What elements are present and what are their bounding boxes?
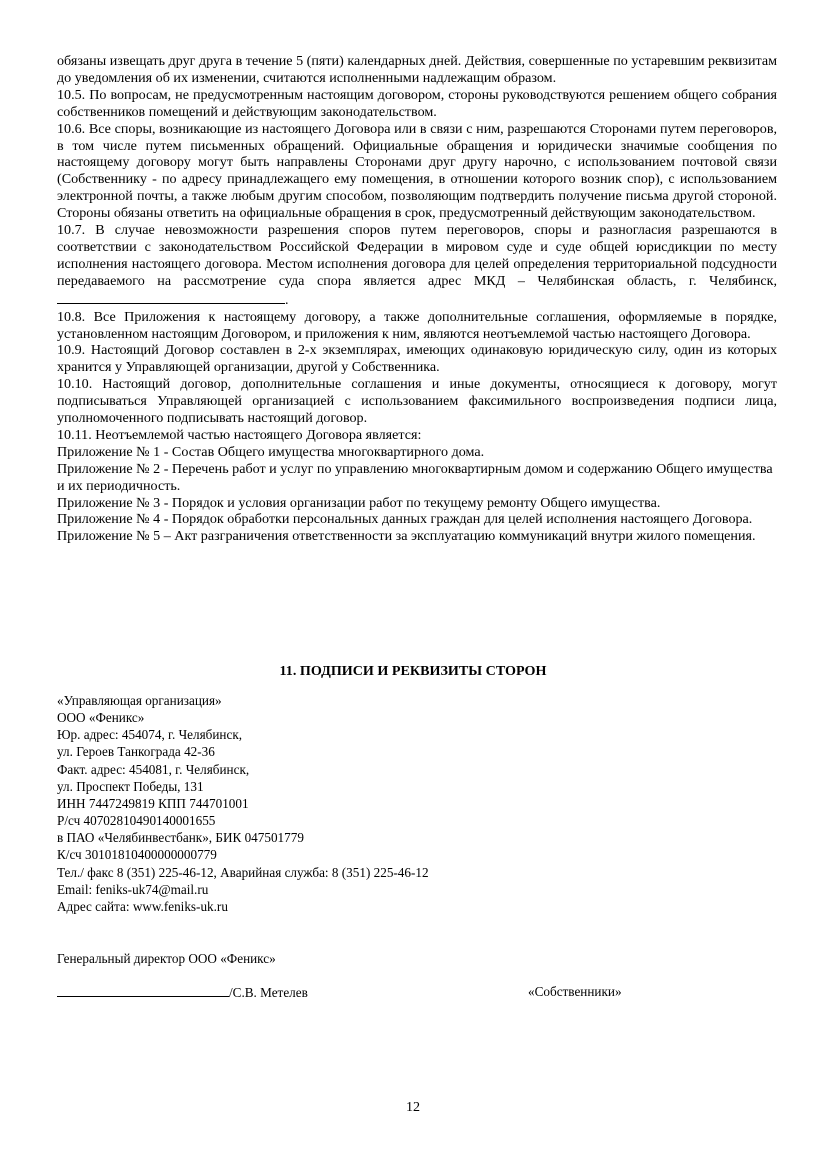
requisite-legal-address: Юр. адрес: 454074, г. Челябинск, — [57, 727, 243, 743]
director-name: /С.В. Метелев — [229, 985, 308, 1000]
director-title: Генеральный директор ООО «Феникс» — [57, 951, 276, 966]
requisite-correspondent-account: К/сч 30101810400000000779 — [57, 847, 217, 863]
appendix-4: Приложение № 4 - Порядок обработки персональных данных граждан для целей исполнения настоящего Договора. — [57, 511, 753, 528]
address-blank-line — [57, 290, 285, 304]
clause-10-7-end: . — [285, 291, 289, 308]
clause-10-11: 10.11. Неотъемлемой частью настоящего Договора является: — [57, 426, 422, 443]
requisite-company-name: ООО «Феникс» — [57, 710, 145, 726]
clause-10-4-tail: обязаны извещать друг друга в течение 5 (пяти) календарных дней. Действия, совершенные по устаревшим реквизитам до уведомления об их изменении, считаются исполненными надлежащим образом. — [57, 53, 777, 86]
requisite-legal-street: ул. Героев Танкограда 42-36 — [57, 744, 215, 760]
clause-10-6: 10.6. Все споры, возникающие из настоящего Договора или в связи с ним, разрешаются Сторонами путем переговоров, в том числе путем письменных обращений. Официальные обращения и юридически значимые сообщения по настоящему договору могут быть направлены Сторонами друг другу нарочно, с использованием почтовой связи (Собственнику - по адресу принадлежащего ему помещения, в отношении которого возник спор), с использованием электронной почты, а также любым другим способом, позволяющим подтвердить получение письма другой стороной. Стороны обязаны ответить на официальные обращения в срок, предусмотренный действующим законодательством. — [57, 120, 777, 222]
requisite-phone: Тел./ факс 8 (351) 225-46-12, Аварийная служба: 8 (351) 225-46-12 — [57, 864, 429, 880]
requisite-settlement-account: Р/сч 40702810490140001655 — [57, 813, 216, 829]
clause-10-8: 10.8. Все Приложения к настоящему договору, а также дополнительные соглашения, оформляемые в порядке, установленном настоящим Договором, и приложения к ним, являются неотъемлемой частью настоящего Договора. — [57, 308, 777, 342]
clause-10-10: 10.10. Настоящий договор, дополнительные соглашения и иные документы, относящиеся к договору, могут подписываться Управляющей организацией с использованием факсимильного воспроизведения подписи лица, уполномоченного подписывать настоящий договор. — [57, 376, 777, 427]
clause-10-5: 10.5. По вопросам, не предусмотренным настоящим договором, стороны руководствуются решением общего собрания собственников помещений и действующим законодательством. — [57, 86, 777, 120]
requisite-inn-kpp: ИНН 7447249819 КПП 744701001 — [57, 795, 249, 811]
contract-body — [57, 53, 777, 545]
requisite-role: «Управляющая организация» — [57, 693, 222, 708]
appendix-1: Приложение № 1 - Состав Общего имущества многоквартирного дома. — [57, 443, 485, 460]
director-signature — [57, 983, 308, 1001]
clause-10-9: 10.9. Настоящий Договор составлен в 2-х экземплярах, имеющих одинаковую юридическую силу, один из которых хранится у Управляющей организации, другой у Собственника. — [57, 342, 777, 376]
requisite-email: Email: feniks-uk74@mail.ru — [57, 881, 209, 897]
company-requisites — [57, 692, 557, 915]
requisite-bank: в ПАО «Челябинвестбанк», БИК 047501779 — [57, 830, 304, 846]
page-number: 12 — [405, 1099, 421, 1115]
section-title: 11. ПОДПИСИ И РЕКВИЗИТЫ СТОРОН — [279, 663, 547, 679]
owners-label: «Собственники» — [528, 984, 622, 999]
appendix-3: Приложение № 3 - Порядок и условия организации работ по текущему ремонту Общего имущества. — [57, 494, 661, 511]
requisite-website: Адрес сайта: www.feniks-uk.ru — [57, 898, 228, 914]
appendix-5: Приложение № 5 – Акт разграничения ответственности за эксплуатацию коммуникаций внутри жилого помещения. — [57, 528, 756, 545]
clause-10-7-text: 10.7. В случае невозможности разрешения споров путем переговоров, споры и разногласия разрешаются в соответствии с законодательством Российской Федерации в мировом суде и суде общей юрисдикции по месту исполнения настоящего договора. Местом исполнения договора для целей определения территориальной подсудности передаваемого на рассмотрение суда спора является адрес МКД – Челябинская область, г. Челябинск, — [57, 222, 777, 289]
signature-line — [57, 983, 229, 997]
appendix-2: Приложение № 2 - Перечень работ и услуг по управлению многоквартирным домом и содержанию Общего имущества и их периодичность. — [57, 460, 773, 494]
requisite-actual-address: Факт. адрес: 454081, г. Челябинск, — [57, 761, 250, 777]
requisite-actual-street: ул. Проспект Победы, 131 — [57, 778, 204, 794]
clause-10-7 — [57, 222, 777, 309]
